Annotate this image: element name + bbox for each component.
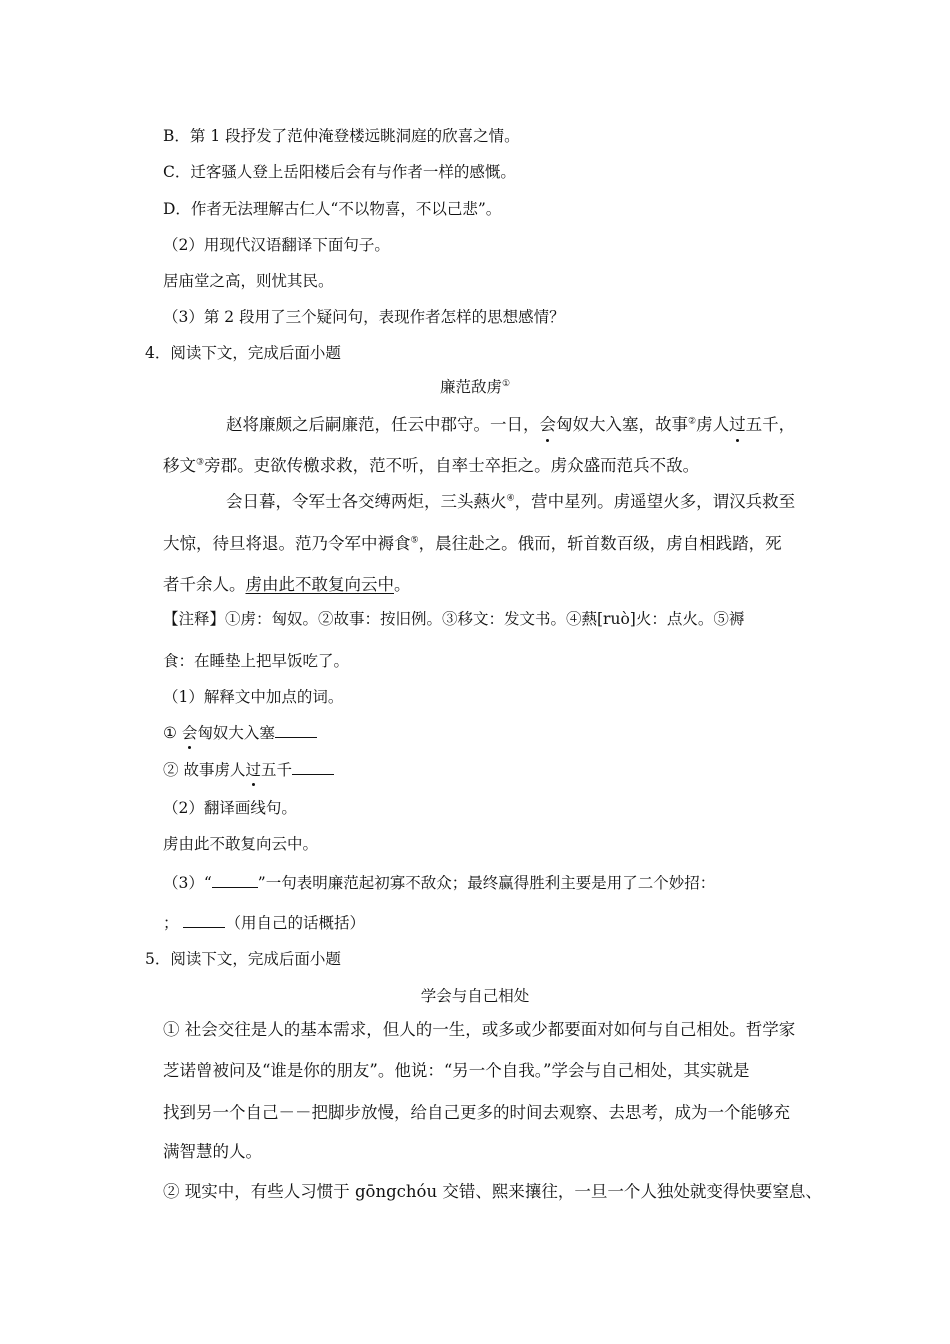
q5-para1-line4: 满智慧的人。: [163, 1142, 262, 1161]
q5-para1-line1: ① 社会交往是人的基本需求，但人的一生，或多或少都要面对如何与自己相处。哲学家: [163, 1020, 796, 1039]
option-b: B．第 1 段抒发了范仲淹登楼远眺洞庭的欣喜之情。: [163, 127, 520, 145]
answer-blank[interactable]: [212, 873, 258, 888]
answer-blank[interactable]: [183, 913, 225, 928]
footnote-marker: ⑤: [410, 535, 419, 546]
q5-para1-line2: 芝诺曾被问及“谁是你的朋友”。他说：“另一个自我。”学会与自己相处，其实就是: [163, 1061, 750, 1080]
q4-para2-line1: 会日暮，令军士各交缚两炬，三头爇火④，营中星列。虏遥望火多，谓汉兵救至: [226, 492, 796, 511]
q3-sub3-prompt: （3）第 2 段用了三个疑问句，表现作者怎样的思想感情？: [163, 308, 565, 326]
q4-sub2-prompt: （2）翻译画线句。: [163, 799, 297, 817]
q4-heading: 4．阅读下文，完成后面小题: [145, 344, 341, 362]
q4-sub2-sentence: 虏由此不敢复向云中。: [163, 835, 319, 853]
q4-sub3-prompt: （3）“ ”一句表明廉范起初寡不敌众；最终赢得胜利主要是用了二个妙招：: [163, 874, 716, 892]
dotted-word: 会: [181, 724, 198, 742]
q4-para1-line2: 移文③旁郡。吏欲传檄求救，范不听，自率士卒拒之。虏众盛而范兵不敌。: [163, 456, 700, 475]
q4-sub3-prompt-cont: ； （用自己的话概括）: [163, 914, 365, 932]
option-d: D．作者无法理解古仁人“不以物喜，不以己悲”。: [163, 200, 502, 218]
q5-title: 学会与自己相处: [420, 987, 530, 1005]
q5-para1-line3: 找到另一个自己－－把脚步放慢，给自己更多的时间去观察、去思考，成为一个能够充: [163, 1103, 790, 1122]
q4-para1-line1: 赵将廉颇之后嗣廉范，任云中郡守。一日，会匈奴大入塞，故事②虏人过五千，: [226, 413, 795, 437]
q4-sub1-prompt: （1）解释文中加点的词。: [163, 688, 344, 706]
dotted-word: 会: [540, 413, 557, 437]
footnote-marker: ③: [196, 457, 205, 468]
dotted-word: 过: [245, 761, 261, 779]
answer-blank[interactable]: [292, 760, 334, 775]
q4-para2-line2: 大惊，待旦将退。范乃令军中褥食⑤，晨往赴之。俄而，斩首数百级，虏自相践踏，死: [163, 534, 782, 553]
q5-heading: 5．阅读下文，完成后面小题: [145, 950, 341, 968]
q4-notes-line1: 【注释】①虏：匈奴。②故事：按旧例。③移文：发文书。④爇[ruò]火：点火。⑤褥: [163, 610, 745, 628]
option-c: C．迁客骚人登上岳阳楼后会有与作者一样的感慨。: [163, 163, 516, 181]
q3-sub2-prompt: （2）用现代汉语翻译下面句子。: [163, 236, 390, 254]
footnote-marker: ①: [501, 378, 511, 389]
q4-para2-line3: 者千余人。虏由此不敢复向云中。: [163, 575, 411, 594]
footnote-marker: ②: [688, 416, 697, 427]
q4-sub1-item2: ② 故事虏人过五千: [163, 759, 334, 781]
q3-sub2-sentence: 居庙堂之高，则忧其民。: [163, 272, 334, 290]
underlined-sentence: 虏由此不敢复向云中: [245, 575, 394, 594]
q4-notes-line2: 食：在睡垫上把早饭吃了。: [163, 652, 350, 670]
answer-blank[interactable]: [275, 723, 317, 738]
q5-para2-line1: ② 现实中，有些人习惯于 gōngchóu 交错、熙来攘往，一旦一个人独处就变得快要窒息、: [163, 1182, 822, 1201]
dotted-word: 过: [729, 413, 746, 437]
footnote-marker: ④: [506, 493, 515, 504]
q4-sub1-item1: ① 会匈奴大入塞: [163, 722, 317, 744]
q4-title: 廉范敌虏①: [439, 378, 511, 396]
